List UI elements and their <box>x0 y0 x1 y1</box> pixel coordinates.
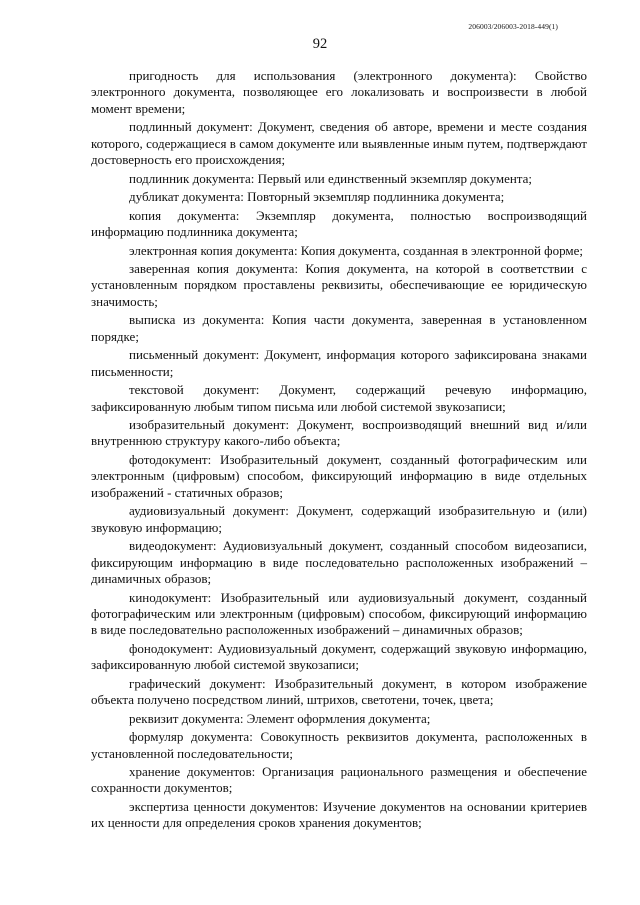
definition-paragraph: электронная копия документа: Копия документа, созданная в электронной форме; <box>129 242 584 258</box>
document-code: 206003/206003-2018-449(1) <box>468 22 558 31</box>
definition-paragraph: графический документ: Изобразительный документ, в котором изображение объекта получено посредством линий, штрихов, светотени, точек, цвета; <box>91 675 587 708</box>
definition-paragraph: копия документа: Экземпляр документа, полностью воспроизводящий информацию подлинника документа; <box>91 207 587 240</box>
definition-paragraph: реквизит документа: Элемент оформления документа; <box>129 710 431 726</box>
definition-paragraph: письменный документ: Документ, информация которого зафиксирована знаками письменности; <box>91 347 587 379</box>
definition-paragraph: фотодокумент: Изобразительный документ, созданный фотографическим или электронным (цифровым) способом, фиксирующий информацию в виде отдельных изображений - статичных образов; <box>91 451 587 500</box>
definition-paragraph: экспертиза ценности документов: Изучение документов на основании критериев их ценности для определения сроков хранения документов; <box>91 798 587 831</box>
page-number: 92 <box>312 36 328 52</box>
definition-paragraph: подлинный документ: Документ, сведения об авторе, времени и месте создания которого, содержащиеся в самом документе или выявленные иным путем, подтверждают достоверность его происхождения; <box>91 119 587 168</box>
document-body <box>91 68 587 834</box>
definition-paragraph: текстовой документ: Документ, содержащий речевую информацию, зафиксированную любым типом письма или любой системой звукозаписи; <box>91 382 587 414</box>
definition-paragraph: подлинник документа: Первый или единственный экземпляр документа; <box>129 170 533 186</box>
definition-paragraph: формуляр документа: Совокупность реквизитов документа, расположенных в установленной последовательности; <box>91 729 587 761</box>
definition-paragraph: заверенная копия документа: Копия документа, на которой в соответствии с установленным порядком проставлены реквизиты, обеспечивающие ее юридическую значимость; <box>91 261 587 309</box>
definition-paragraph: кинодокумент: Изобразительный или аудиовизуальный документ, созданный фотографическим или электронным (цифровым) способом, фиксирующий информацию в виде последовательно расположенных изображений – динамичных образов; <box>91 589 587 638</box>
definition-paragraph: хранение документов: Организация рационального размещения и обеспечение сохранности документов; <box>91 764 587 796</box>
definition-paragraph: видеодокумент: Аудиовизуальный документ, созданный способом видеозаписи, фиксирующим информацию в виде последовательно расположенных изображений – динамичных образов; <box>91 538 587 586</box>
definition-paragraph: выписка из документа: Копия части документа, заверенная в установленном порядке; <box>91 312 587 344</box>
definition-paragraph: изобразительный документ: Документ, воспроизводящий внешний вид и/или внутреннюю структуру какого-либо объекта; <box>91 417 587 449</box>
definition-paragraph: аудиовизуальный документ: Документ, содержащий изобразительную и (или) звуковую информацию; <box>91 503 587 535</box>
definition-paragraph: фонодокумент: Аудиовизуальный документ, содержащий звуковую информацию, зафиксированную любой системой звукозаписи; <box>91 640 587 673</box>
definition-paragraph: пригодность для использования (электронного документа): Свойство электронного документа, позволяющее его локализовать и воспроизвести в любой момент времени; <box>91 68 587 116</box>
definition-paragraph: дубликат документа: Повторный экземпляр подлинника документа; <box>129 189 505 205</box>
